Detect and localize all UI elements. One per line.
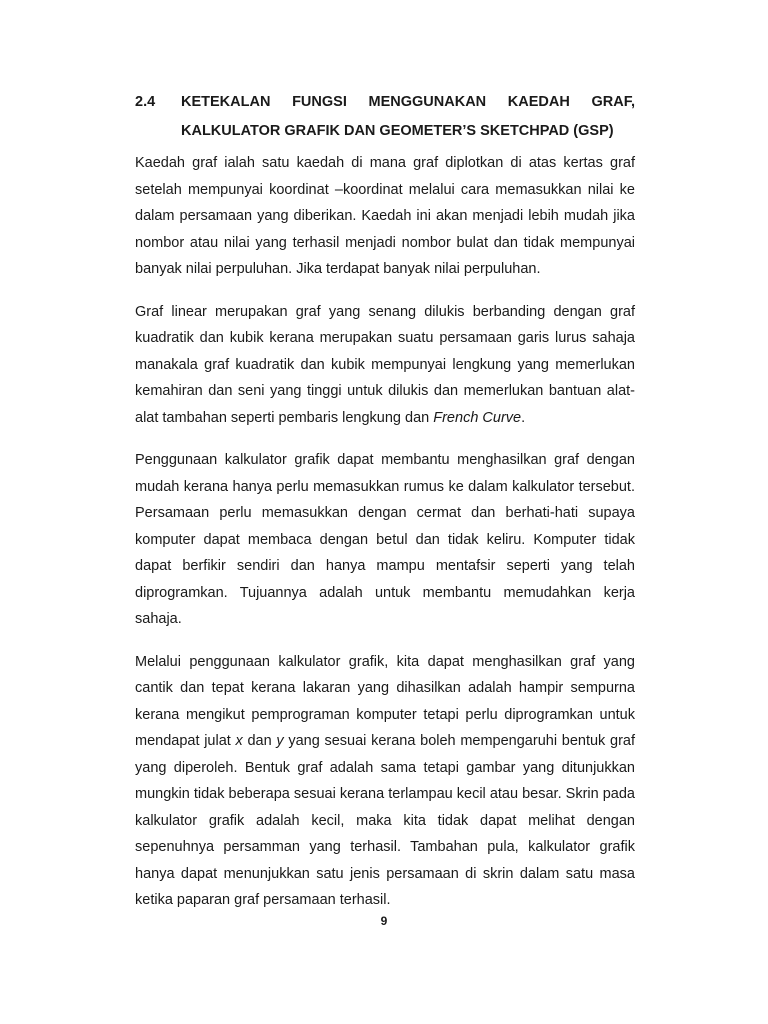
section-title-line2: KALKULATOR GRAFIK DAN GEOMETER’S SKETCHPAD (GSP) bbox=[181, 123, 614, 139]
paragraph-4 bbox=[135, 649, 635, 914]
section-heading bbox=[135, 88, 635, 146]
paragraph-2 bbox=[135, 299, 635, 432]
paragraph-2-italic-term: French Curve bbox=[433, 409, 522, 426]
paragraph-3: Penggunaan kalkulator grafik dapat membantu menghasilkan graf dengan mudah kerana hanya perlu memasukkan rumus ke dalam kalkulator tersebut. Persamaan perlu memasukkan dengan cermat dan berhati-hati supaya komputer dapat membaca dengan betul dan tidak keliru. Komputer tidak dapat berfikir sendiri dan hanya mampu mentafsir seperti yang telah diprogramkan. Tujuannya adalah untuk membantu memudahkan kerja sahaja. bbox=[135, 452, 635, 627]
body-text bbox=[135, 150, 635, 930]
paragraph-2-end: . bbox=[521, 409, 526, 426]
section-number: 2.4 bbox=[135, 94, 156, 110]
paragraph-4-text-end: yang sesuai kerana boleh mempengaruhi bentuk graf yang diperoleh. Bentuk graf adalah sama tetapi gambar yang ditunjukkan mungkin tidak beberapa sesuai kerana terlampau kecil atau besar. Skrin pada kalkulator grafik adalah kecil, maka kita tidak dapat melihat dengan sepenuhnya persamman yang terhasil. Tambahan pula, kalkulator grafik hanya dapat menunjukkan satu jenis persamaan di skrin dalam satu masa ketika paparan graf persamaan terhasil. bbox=[135, 733, 635, 908]
paragraph-1: Kaedah graf ialah satu kaedah di mana graf diplotkan di atas kertas graf setelah mempunyai koordinat –koordinat melalui cara memasukkan nilai ke dalam persamaan yang diberikan. Kaedah ini akan menjadi lebih mudah jika nombor atau nilai yang terhasil menjadi nombor bulat dan tidak mempunyai banyak nilai perpuluhan. Jika terdapat banyak nilai perpuluhan. bbox=[135, 155, 635, 277]
paragraph-4-text-middle: dan bbox=[242, 733, 277, 749]
section-title-line1: KETEKALAN FUNGSI MENGGUNAKAN KAEDAH GRAF, bbox=[181, 94, 635, 110]
page-number: 9 bbox=[380, 914, 388, 928]
paragraph-4-italic-y: y bbox=[276, 733, 284, 749]
paragraph-4-italic-x: x bbox=[235, 733, 243, 749]
paragraph-2-text: Graf linear merupakan graf yang senang dilukis berbanding dengan graf kuadratik dan kubik kerana merupakan suatu persamaan garis lurus sahaja manakala graf kuadratik dan kubik mempunyai lengkung yang memerlukan kemahiran dan seni yang tinggi untuk dilukis dan memerlukan bantuan alat-alat tambahan seperti pembaris lengkung dan bbox=[135, 303, 635, 426]
paragraph-4-text-start: Melalui penggunaan kalkulator grafik, kita dapat menghasilkan graf yang cantik dan tepat kerana lakaran yang dihasilkan adalah hampir sempurna kerana mengikut pemprograman komputer tetapi perlu diprogramkan untuk mendapat julat bbox=[135, 653, 635, 749]
section-heading-row bbox=[135, 88, 635, 117]
